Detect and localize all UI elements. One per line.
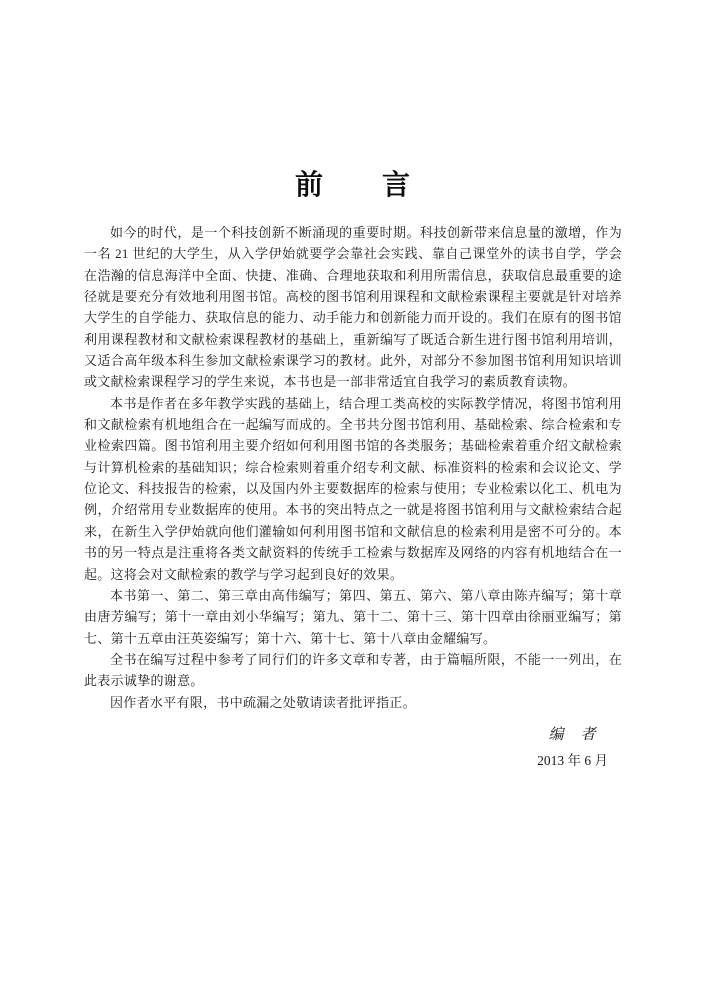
- preface-line: 在浩瀚的信息海洋中全面、快捷、准确、合理地获取和利用所需信息，获取信息最重要的途: [84, 267, 622, 283]
- preface-line: 七、第十五章由汪英姿编写；第十六、第十七、第十八章由金耀编写。: [84, 630, 497, 646]
- signature-block: [84, 722, 622, 774]
- preface-line: 来，在新生入学伊始就向他们灌输如何利用图书馆和文献信息的检索利用是密不可分的。本: [84, 523, 622, 539]
- preface-line: 利用课程教材和文献检索课程教材的基础上，重新编写了既适合新生进行图书馆利用培训，: [84, 331, 622, 347]
- page-title: 前 言: [294, 170, 411, 201]
- signature-date: 2013 年 6 月: [537, 753, 608, 768]
- preface-line: 本书第一、第二、第三章由高伟编写；第四、第五、第六、第八章由陈卉编写；第十章: [110, 587, 622, 603]
- preface-line: 因作者水平有限，书中疏漏之处敬请读者批评指正。: [110, 694, 416, 710]
- preface-line: 业检索四篇。图书馆利用主要介绍如何利用图书馆的各类服务；基础检索着重介绍文献检索: [84, 438, 622, 454]
- preface-body: [84, 222, 622, 713]
- preface-line: 与计算机检索的基础知识；综合检索则着重介绍专利文献、标准资料的检索和会议论文、学: [84, 459, 622, 475]
- preface-line: 径就是要充分有效地利用图书馆。高校的图书馆利用课程和文献检索课程主要就是针对培养: [84, 289, 622, 305]
- preface-line: 大学生的自学能力、获取信息的能力、动手能力和创新能力而开设的。我们在原有的图书馆: [84, 310, 622, 326]
- preface-line: 或文献检索课程学习的学生来说，本书也是一部非常适宜自我学习的素质教育读物。: [84, 374, 577, 390]
- preface-line: 书的另一特点是注重将各类文献资料的传统手工检索与数据库及网络的内容有机地结合在一: [84, 545, 622, 561]
- preface-line: 本书是作者在多年教学实践的基础上，结合理工类高校的实际教学情况，将图书馆利用: [110, 395, 622, 411]
- preface-line: 和文献检索有机地组合在一起编写而成的。全书共分图书馆利用、基础检索、综合检索和专: [84, 417, 622, 433]
- preface-line: 例，介绍常用专业数据库的使用。本书的突出特点之一就是将图书馆利用与文献检索结合起: [84, 502, 622, 518]
- author-signature: 编 者: [548, 727, 597, 743]
- preface-line: 此表示诚挚的谢意。: [84, 673, 204, 689]
- preface-line: 全书在编写过程中参考了同行们的许多文章和专著，由于篇幅所限，不能一一列出，在: [110, 651, 622, 667]
- preface-line: 位论文、科技报告的检索，以及国内外主要数据库的检索与使用；专业检索以化工、机电为: [84, 481, 622, 497]
- signature-inner: [537, 722, 608, 774]
- preface-line: 如今的时代，是一个科技创新不断涌现的重要时期。科技创新带来信息量的激增，作为: [110, 225, 622, 240]
- preface-line: 又适合高年级本科生参加文献检索课学习的教材。此外，对部分不参加图书馆利用知识培训: [84, 353, 622, 369]
- preface-line: 由唐芳编写；第十一章由刘小华编写；第九、第十二、第十三、第十四章由徐丽亚编写；第: [84, 609, 622, 625]
- preface-line: 一名 21 世纪的大学生，从入学伊始就要学会靠社会实践、靠自己课堂外的读书自学，学会: [84, 246, 622, 262]
- preface-line: 起。这将会对文献检索的教学与学习起到良好的效果。: [84, 566, 404, 582]
